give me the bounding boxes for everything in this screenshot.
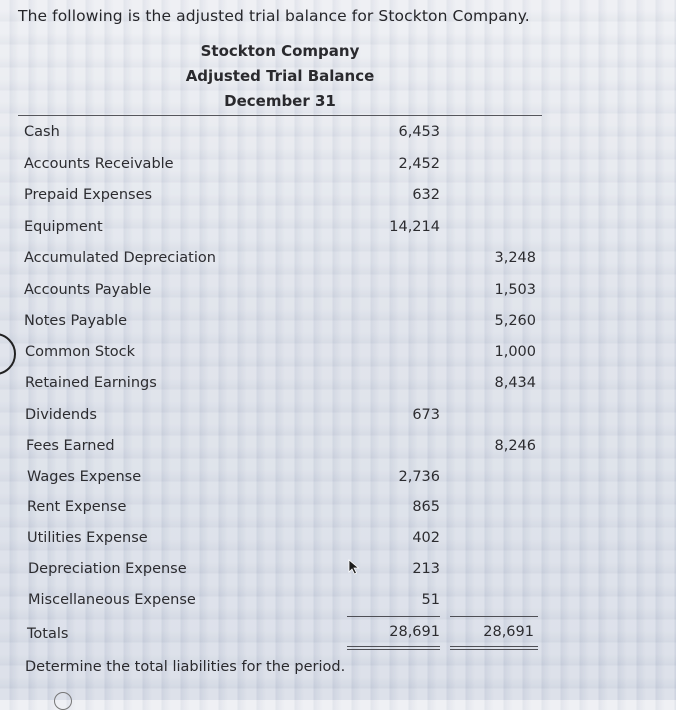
header-rule (18, 115, 542, 116)
credit-amount: 1,503 (494, 282, 536, 298)
debit-amount: 6,453 (398, 124, 440, 140)
credit-amount: 8,246 (494, 438, 536, 454)
debit-amount: 865 (412, 499, 440, 515)
debit-amount: 213 (412, 561, 440, 577)
credit-amount: 5,260 (494, 313, 536, 329)
intro-text: The following is the adjusted trial balance for Stockton Company. (18, 7, 530, 25)
credit-double-rule-2 (450, 649, 538, 650)
company-name: Stockton Company (200, 42, 360, 60)
account-name: Dividends (25, 407, 97, 423)
totals-credit: 28,691 (483, 624, 534, 640)
debit-amount: 402 (412, 530, 440, 546)
partial-circle-icon (54, 692, 72, 710)
account-name: Prepaid Expenses (24, 187, 153, 203)
totals-label: Totals (27, 626, 69, 642)
account-name: Wages Expense (27, 469, 142, 485)
page-edge-circle (0, 333, 16, 375)
account-name: Utilities Expense (27, 530, 148, 546)
debit-double-rule-2 (347, 649, 440, 650)
account-name: Accumulated Depreciation (24, 250, 216, 266)
account-name: Accounts Payable (24, 282, 152, 298)
credit-amount: 3,248 (494, 250, 536, 266)
account-name: Miscellaneous Expense (28, 592, 196, 608)
statement-title: Adjusted Trial Balance (185, 67, 375, 85)
credit-total-rule (450, 616, 538, 617)
pointer-cursor-icon (348, 559, 360, 575)
account-name: Depreciation Expense (28, 561, 187, 577)
debit-amount: 14,214 (389, 219, 440, 235)
account-name: Equipment (24, 219, 103, 235)
account-name: Accounts Receivable (24, 156, 174, 172)
totals-debit: 28,691 (389, 624, 440, 640)
debit-amount: 2,736 (398, 469, 440, 485)
account-name: Cash (24, 124, 60, 140)
debit-amount: 632 (412, 187, 440, 203)
debit-total-rule (347, 616, 440, 617)
debit-amount: 2,452 (398, 156, 440, 172)
account-name: Rent Expense (27, 499, 127, 515)
credit-amount: 8,434 (494, 375, 536, 391)
account-name: Retained Earnings (25, 375, 157, 391)
debit-double-rule-1 (347, 646, 440, 647)
account-name: Notes Payable (24, 313, 128, 329)
debit-amount: 673 (412, 407, 440, 423)
debit-amount: 51 (421, 592, 440, 608)
account-name: Fees Earned (26, 438, 115, 454)
question-prompt: Determine the total liabilities for the period. (25, 659, 346, 675)
statement-date: December 31 (224, 92, 336, 110)
credit-double-rule-1 (450, 646, 538, 647)
credit-amount: 1,000 (494, 344, 536, 360)
account-name: Common Stock (25, 344, 136, 360)
